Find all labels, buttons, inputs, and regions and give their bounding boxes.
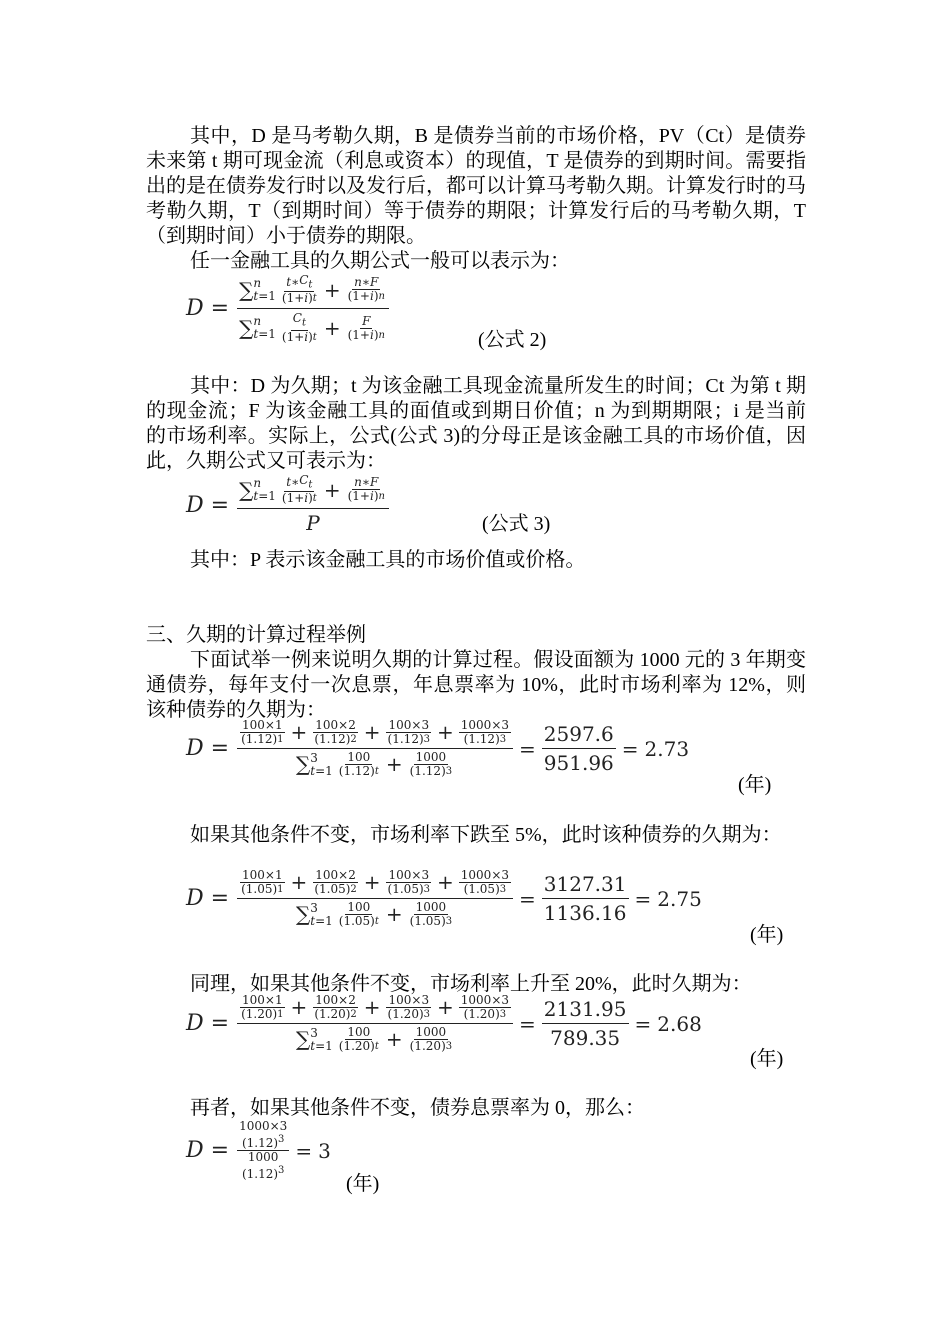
rate: 1.12 bbox=[245, 732, 273, 746]
example-4-formula: D = 1000×3 $(1.12)^3$ 1000 $(1.12)^3$ = 3 bbox=[186, 1119, 331, 1181]
example-1-formula: D = 100×1 ( 1.12 ) 1 + 100×2 ( 1.12 ) 2 + 100×3 ( 1.12 ) 3 + 1000×3 ( 1.12 ) 3 ∑ 3 t=1 100 ( 1.12 ) t + 1000 ( 1.12 ) 3 = $\frac{2597.6}{951.96}$ = 2.73 bbox=[186, 718, 690, 778]
example-3-result: 2.68 bbox=[657, 1011, 702, 1036]
rate: 1.12 bbox=[392, 732, 419, 746]
year-unit: (年) bbox=[750, 1048, 784, 1070]
rate: 1.12 bbox=[319, 732, 346, 746]
rate: 1.05 bbox=[414, 914, 442, 928]
section-3-heading: 三、久期的计算过程举例 bbox=[146, 624, 366, 646]
year-unit: (年) bbox=[346, 1173, 380, 1195]
paragraph-example-intro: 下面试举一例来说明久期的计算过程。假设面额为 1000 元的 3 年期变通债券，每年支付一次息票，年息票率为 10%，此时市场利率为 12%，则该种债券的久期为： bbox=[146, 649, 806, 721]
paragraph-rate-5: 如果其他条件不变，市场利率下跌至 5%，此时该种债券的久期为： bbox=[190, 824, 782, 846]
rate: 1.05 bbox=[468, 882, 496, 896]
paragraph-variable-definitions: 其中：D 为久期；t 为该金融工具现金流量所发生的时间；Ct 为第 t 期的现金流；F 为该金融工具的面值或到期日价值；n 为到期期限；i 是当前的市场利率。实际上，公式(公式 3)的分母正是该金融工具的市场价值，因此，久期公式又可表示为： bbox=[146, 375, 806, 472]
rate: 1.12 bbox=[468, 732, 496, 746]
rate: 1.05 bbox=[245, 882, 273, 896]
example-3-denominator: 789.35 bbox=[550, 1026, 621, 1050]
rate: 1.20 bbox=[319, 1007, 346, 1021]
rate: 1.12 bbox=[414, 764, 442, 778]
example-2-formula: D = 100×1 ( 1.05 ) 1 + 100×2 ( 1.05 ) 2 + 100×3 ( 1.05 ) 3 + 1000×3 ( 1.05 ) 3 ∑ 3 t=1 100 ( 1.05 ) t + 1000 ( 1.05 ) 3 = $\frac{3127.31}{1136.16}$ = 2.75 bbox=[186, 868, 702, 928]
formula-3: D = ∑ n t=1 t ∗ $C_t$ (1+ i ) t + n ∗ F (1+ i ) n P bbox=[186, 474, 389, 537]
rate: 1.20 bbox=[468, 1007, 496, 1021]
paragraph-rate-20: 同理，如果其他条件不变，市场利率上升至 20%，此时久期为： bbox=[190, 973, 752, 995]
formula-2-tag: (公式 2) bbox=[478, 329, 547, 351]
example-3-numerator: 2131.95 bbox=[542, 995, 629, 1024]
example-2-numerator: 3127.31 bbox=[542, 870, 629, 899]
example-2-result: 2.75 bbox=[657, 886, 702, 911]
rate: 1.12 bbox=[343, 764, 371, 778]
example-1-numerator: 2597.6 bbox=[542, 720, 616, 749]
example-1-result: 2.73 bbox=[644, 736, 690, 761]
formula-2: D = ∑ n t=1 t ∗ $C_t$ (1+ i ) t + n ∗ F (1+ i ) n ∑ n t=1 $C_t$ (1+ i ) t + F (1+ i ) n bbox=[186, 274, 389, 344]
example-4-result: 3 bbox=[318, 1138, 331, 1163]
rate: 1.05 bbox=[392, 882, 419, 896]
rate: 1.20 bbox=[245, 1007, 273, 1021]
formula-3-tag: (公式 3) bbox=[482, 513, 551, 535]
rate: 1.05 bbox=[343, 914, 371, 928]
rate: 1.20 bbox=[392, 1007, 419, 1021]
paragraph-duration-formula-intro: 任一金融工具的久期公式一般可以表示为： bbox=[190, 250, 570, 272]
example-2-denominator: 1136.16 bbox=[543, 901, 627, 925]
rate: 1.05 bbox=[319, 882, 346, 896]
year-unit: (年) bbox=[738, 774, 772, 796]
paragraph-p-definition: 其中：P 表示该金融工具的市场价值或价格。 bbox=[190, 549, 586, 571]
rate: 1.20 bbox=[414, 1039, 442, 1053]
example-3-formula: D = 100×1 ( 1.20 ) 1 + 100×2 ( 1.20 ) 2 + 100×3 ( 1.20 ) 3 + 1000×3 ( 1.20 ) 3 ∑ 3 t=1 100 ( 1.20 ) t + 1000 ( 1.20 ) 3 = $\frac{2131.95}{789.35}$ = 2.68 bbox=[186, 993, 702, 1053]
paragraph-zero-coupon: 再者，如果其他条件不变，债券息票率为 0，那么： bbox=[190, 1097, 645, 1119]
rate: 1.20 bbox=[343, 1039, 371, 1053]
year-unit: (年) bbox=[750, 924, 784, 946]
example-1-denominator: 951.96 bbox=[543, 751, 614, 775]
paragraph-macaulay-definition: 其中，D 是马考勒久期，B 是债券当前的市场价格，PV（Ct）是债券未来第 t 期可现金流（利息或资本）的现值，T 是债券的到期时间。需要指出的是在债券发行时以及发行后，都可以计算马考勒久期。计算发行时的马考勒久期，T（到期时间）等于债券的期限；计算发行后的马考勒久期，T（到期时间）小于债券的期限。 bbox=[146, 125, 806, 247]
